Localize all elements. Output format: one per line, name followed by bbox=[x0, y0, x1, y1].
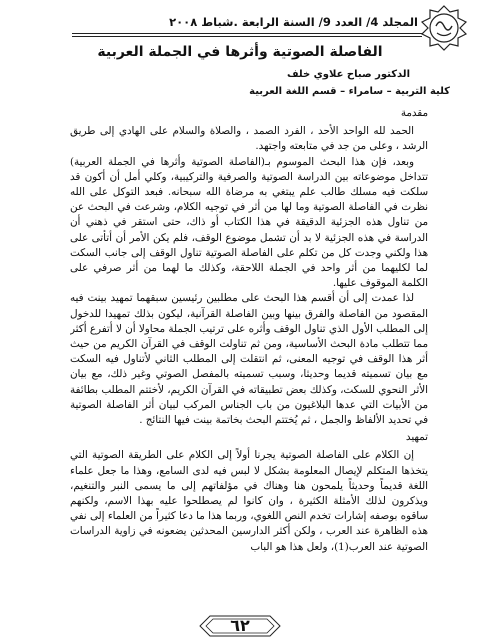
intro-paragraph: لذا عمدت إلى أن أقسم هذا البحث على مطلبين رئيسين سبقهما تمهيد بينت فيه المقصود من الفاصلة والفرق بينها وبين الفاصلة القرآنية، ليكون بذلك تمهيدا للدخول إلى المطلب الأول الذي تناول الوقف وأثره على ترتيب الجملة محاولا أن لا أتفرع أكثر مما تتطلب مادة البحث الأساسية، ومن ثم تناولت الوقف في القرآن الكريم من حيث أثر هذا الوقف في توجيه المعنى، ثم انتقلت إلى المطلب الثاني لأتناول فيه السكت مع بيان تسميته قديما وحديثا، وسبب تسميته بالمفصل الصوتي وغير ذلك، مع بيان الأثر النحوي للسكت، وكذلك بعض تطبيقاته في القرآن الكريم، لأختتم المطلب بطائفة من الأبيات التي عدها البلاغيون من باب الجناس المركب لبيان أثر الفاصلة الصوتية في تحديد الألفاظ والجمل ، ثم يُختتم البحث بخاتمة بينت فيها النتائج . bbox=[70, 292, 428, 427]
article-title: الفاصلة الصوتية وأثرها في الجملة العربية bbox=[97, 44, 383, 60]
section-heading-intro: مقدمة bbox=[400, 107, 428, 119]
article-body bbox=[70, 104, 428, 610]
intro-paragraph: وبعد، فإن هذا البحث الموسوم بـ(الفاصلة الصوتية وأثرها في الجملة العربية) تتداخل موضوعاته بين الدراسة الصوتية والصرفية والتركيبية، وكلي أمل أن أكون قد سلكت فيه مسلك طالب علم يبتغي به مرضاة الله سبحانه. فبعد التوكل على الله نظرت في الفاصلة الصوتية وما لها من أثر في توجيه الكلام، وشرعت في البحث عن من تناول هذه الجزئية الدقيقة في هذا الكتاب أو ذاك، حتى استقر في ذهني أن الدراسة في هذه الجزئية لا بد أن تشمل موضوع الوقف، فلم يكن الأمر أن أتأتى على هذا ولكني وجدت كل من تكلم على الفاصلة الصوتية تناول الوقف إلى جانب السكت لما لكليهما من أثر واحد في الجملة اللاحقة، وكذلك ما لهما من أثر صرفي على الكلمة الموقوف عليها. bbox=[70, 155, 428, 290]
header-rule-top bbox=[72, 33, 422, 34]
prelude-paragraph: إن الكلام على الفاصلة الصوتية يجرنا أولاً إلى الكلام على الطريقة الصوتية التي يتخذها المتكلم لإيصال المعلومة بشكل لا لبس فيه لدى السامع، وهذا ما جعل علماء اللغة قديماً وحديثاً يلمحون هنا وهناك في مؤلفاتهم إلى ما يسمى النبر والتنغيم، ويذكرون لذلك الأمثلة الكثيرة ، وان كانوا لم يصطلحوا عليه بهذا الاسم، ولكنهم ساقوه بوصفه إشارات تخدم النص اللغوي، وربما هذا ما دعا كثيراً من العلماء إلى نفي هذه الظاهرة عند العرب ، ولكن أكثر الدارسين المحدثين يضعونه في زاوية الدراسات الصوتية عند العرب(1)، ولعل هذا هو الباب bbox=[70, 449, 428, 553]
header-rule-bottom bbox=[72, 36, 422, 37]
author-affiliation: كلية التربية – سامراء – قسم اللغة العربية bbox=[249, 86, 450, 97]
intro-paragraph: الحمد لله الواحد الأحد ، الفرد الصمد ، والصلاة والسلام على الهادي إلى طريق الرشد ، وعلى من جد في متابعته واجتهد. bbox=[70, 125, 428, 153]
page-number-box bbox=[196, 612, 284, 640]
journal-logo-icon bbox=[420, 4, 468, 52]
running-header: المجلد 4/ العدد 9/ السنة الرابعة .شباط ٢٠٠٨ bbox=[169, 15, 418, 29]
page-number: ٦٢ bbox=[230, 616, 250, 635]
author-name: الدكتور صباح علاوي خلف bbox=[286, 69, 410, 80]
section-heading-prelude: تمهيد bbox=[405, 431, 428, 444]
